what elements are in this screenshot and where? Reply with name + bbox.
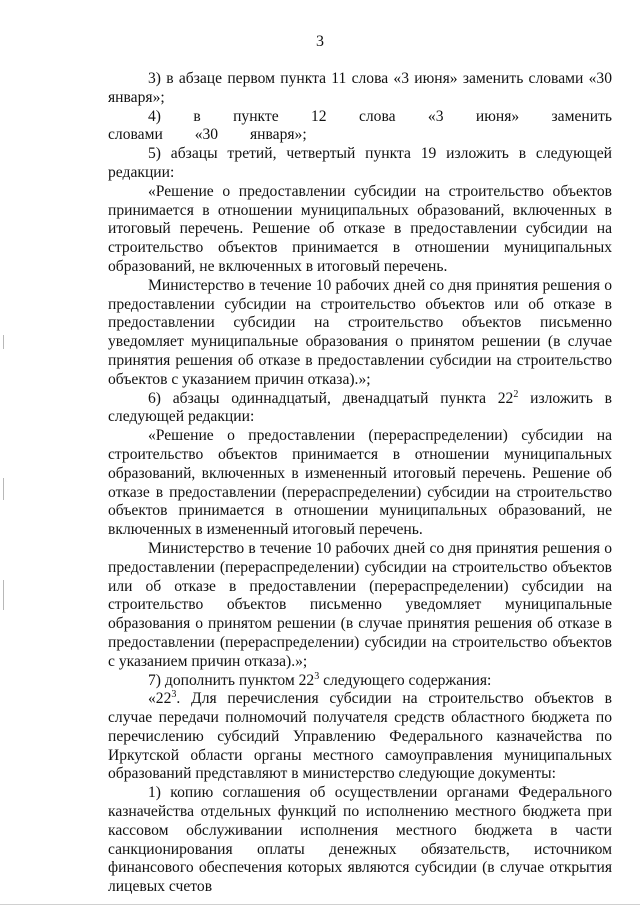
paragraph-item-5: 5) абзацы третий, четвертый пункта 19 изложить в следующей редакции: bbox=[108, 145, 612, 181]
quoted-paragraph-22-3: «$22^3$. Для перечисления субсидии на строительство объектов в случае передачи полномочий получателя средств областного бюджета по перечислению субсидий Управлению Федерального казначейства по Иркутской области органы местного самоуправления муниципальных образований представляют в министерство следующие документы: bbox=[108, 689, 612, 783]
quoted-paragraph-redistribution-decision: «Решение о предоставлении (перераспределении) субсидии на строительство объектов принимается в отношении муниципальных образований, включенных в измененный итоговый перечень. Решение об отказе в предоставлении (перераспределении) субсидии на строительство объектов принимается в отношении муниципальных образований, не включенных в измененный итоговый перечень. bbox=[108, 427, 612, 539]
quoted-paragraph-decision: «Решение о предоставлении субсидии на строительство объектов принимается в отношении муниципальных образований, включенных в итоговый перечень. Решение об отказе в предоставлении субсидии на строительство объектов принимается в отношении муниципальных образований, не включенных в итоговый перечень. bbox=[108, 182, 612, 275]
paragraph-item-4: 4) в пункте 12 слова «3 июня» заменить словами «30 января»; bbox=[108, 107, 612, 144]
quoted-paragraph-ministry: Министерство в течение 10 рабочих дней со дня принятия решения о предоставлении субсидии на строительство объектов или об отказе в предоставлении субсидии на строительство объектов письменно уведомляет муниципальные образования о принятом решении (в случае принятия решения об отказе в предоставлении субсидии на строительство объектов с указанием причин отказа).»; bbox=[108, 276, 612, 388]
paragraph-item-3: 3) в абзаце первом пункта 11 слова «3 июня» заменить словами «30 января»; bbox=[108, 70, 612, 106]
superscript: 3 bbox=[314, 670, 320, 682]
document-body bbox=[108, 70, 612, 897]
paragraph-item-7: 7) дополнить пунктом $22^3$ следующего содержания: bbox=[148, 670, 492, 689]
paragraph-item-6: 6) абзацы одиннадцатый, двенадцатый пункта $22^2$ изложить в следующей редакции: bbox=[108, 388, 612, 426]
page-number: 3 bbox=[316, 33, 324, 50]
scan-edge-mark bbox=[3, 580, 4, 610]
scan-edge-mark bbox=[3, 335, 4, 349]
superscript: 3 bbox=[171, 689, 177, 701]
quoted-paragraph-redistribution-ministry: Министерство в течение 10 рабочих дней со дня принятия решения о предоставлении (перераспределении) субсидии на строительство объектов или об отказе в предоставлении (перераспределении) субсидии на строительство объектов письменно уведомляет муниципальные образования о принятом решении (в случае принятия решения об отказе в предоставлении (перераспределении) субсидии на строительство объектов с указанием причин отказа).»; bbox=[108, 539, 612, 670]
paragraph-subitem-1: 1) копию соглашения об осуществлении органами Федерального казначейства отдельных функций по исполнению местного бюджета при кассовом обслуживании исполнения местного бюджета в части санкционирования оплаты денежных обязательств, источником финансового обеспечения которых являются субсидии (в случае открытия лицевых счетов bbox=[108, 784, 612, 896]
superscript: 2 bbox=[513, 388, 519, 400]
scan-edge-mark bbox=[3, 478, 4, 500]
